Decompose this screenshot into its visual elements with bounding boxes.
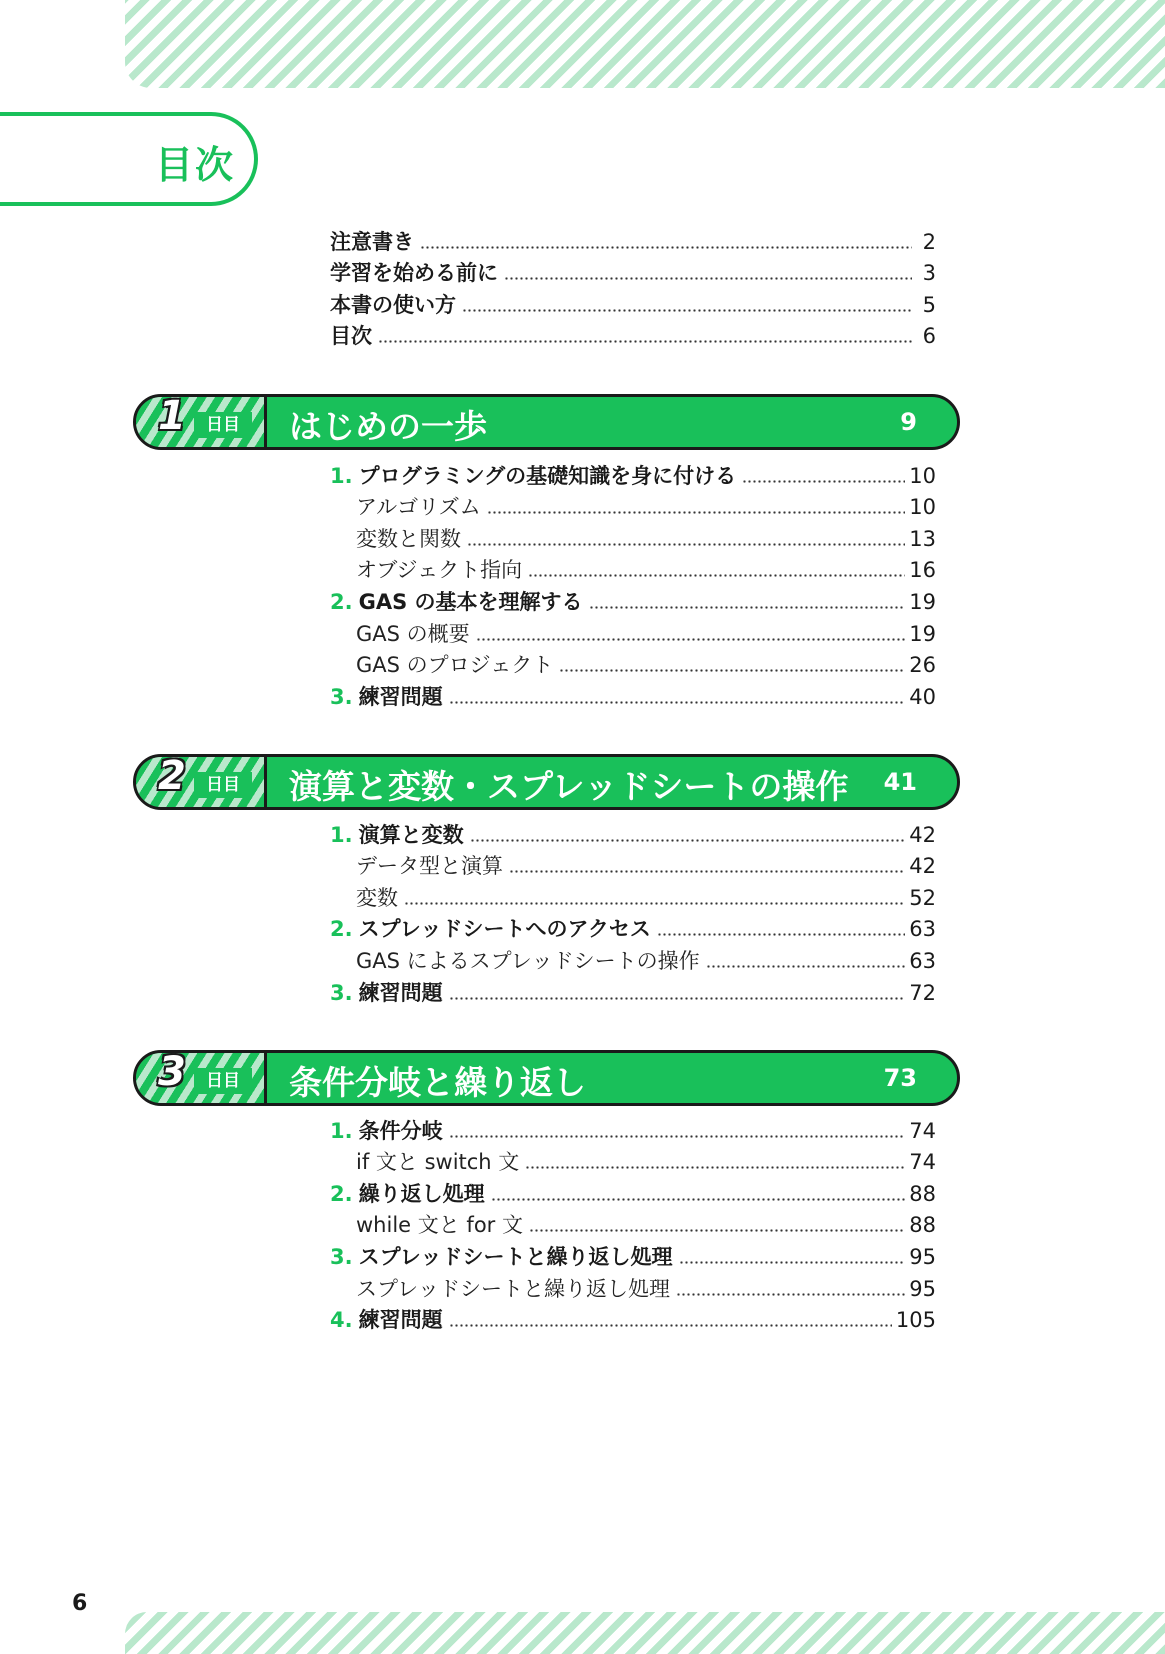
toc-entry[interactable] (330, 224, 936, 256)
toc-entry[interactable] (330, 584, 936, 616)
dot-leader (525, 1166, 905, 1169)
toc-entry-page: 10 (909, 495, 936, 520)
toc-entry-page: 88 (909, 1181, 936, 1206)
toc-entry[interactable] (330, 319, 936, 351)
dot-leader (529, 1229, 905, 1232)
toc-entry-page: 42 (909, 854, 936, 879)
toc-entry[interactable] (330, 458, 936, 490)
section-number: 2. (330, 589, 353, 614)
toc-entry-label: 本書の使い方 (330, 292, 456, 317)
toc-entry-page: 52 (909, 885, 936, 910)
toc-subentry[interactable] (330, 521, 936, 553)
toc-entry-label: データ型と演算 (356, 854, 503, 879)
toc-entry-page: 26 (909, 653, 936, 678)
day-title: 演算と変数・スプレッドシートの操作 (289, 767, 849, 806)
toc-entry-page: 5 (922, 292, 936, 317)
dot-leader (449, 701, 906, 704)
section-number: 3. (330, 1244, 353, 1269)
section-number: 3. (330, 980, 353, 1005)
toc-subentry[interactable] (330, 1271, 936, 1303)
dot-leader (491, 1198, 906, 1201)
day-2-header[interactable] (133, 754, 960, 810)
day-unit-label: 日目 (194, 1068, 252, 1094)
toc-entry-page: 95 (909, 1244, 936, 1269)
toc-entry-label: オブジェクト指向 (356, 558, 523, 583)
toc-subentry[interactable] (330, 553, 936, 585)
day-badge (136, 754, 267, 807)
day-3-entries (330, 1113, 936, 1334)
toc-subentry[interactable] (330, 1208, 936, 1240)
dot-leader (449, 1135, 906, 1138)
day-title: 条件分岐と繰り返し (289, 1063, 586, 1102)
section-number: 1. (330, 1118, 353, 1143)
dot-leader (504, 277, 912, 280)
dot-leader (676, 1293, 905, 1296)
bottom-stripe-decoration (125, 1612, 1165, 1654)
day-badge (136, 1050, 267, 1103)
toc-entry-label: 練習問題 (358, 684, 443, 709)
day-2-entries (330, 817, 936, 1007)
toc-entry-page: 105 (895, 1308, 936, 1333)
toc-entry[interactable] (330, 287, 936, 319)
day-number: 2 (158, 754, 186, 799)
toc-entry-label: 学習を始める前に (330, 261, 498, 286)
day-page: 73 (883, 1064, 917, 1092)
toc-entry-page: 42 (909, 822, 936, 847)
toc-entry[interactable] (330, 817, 936, 849)
day-1-header[interactable] (133, 394, 960, 450)
dot-leader (742, 480, 905, 483)
toc-entry[interactable] (330, 1239, 936, 1271)
section-number: 1. (330, 822, 353, 847)
day-1-entries (330, 458, 936, 711)
dot-leader (470, 839, 906, 842)
toc-entry-label: スプレッドシートと繰り返し処理 (358, 1244, 673, 1269)
toc-entry[interactable] (330, 256, 936, 288)
section-number: 1. (330, 463, 353, 488)
toc-entry-label: 条件分岐 (358, 1118, 443, 1143)
toc-entry-label: スプレッドシートへのアクセス (358, 917, 651, 942)
toc-entry-page: 13 (909, 526, 936, 551)
section-number: 2. (330, 1181, 353, 1206)
day-badge (136, 394, 267, 447)
toc-entry-label: while 文と for 文 (356, 1213, 523, 1238)
toc-subentry[interactable] (330, 880, 936, 912)
toc-entry-page: 88 (909, 1213, 936, 1238)
toc-subentry[interactable] (330, 616, 936, 648)
section-number: 2. (330, 917, 353, 942)
toc-entry-page: 10 (909, 463, 936, 488)
toc-entry-label: 変数と関数 (356, 526, 461, 551)
dot-leader (487, 511, 906, 514)
toc-entry-page: 16 (909, 558, 936, 583)
dot-leader (404, 902, 905, 905)
dot-leader (679, 1261, 906, 1264)
toc-entry-label: 練習問題 (358, 980, 443, 1005)
toc-entry-label: 練習問題 (358, 1308, 443, 1333)
dot-leader (449, 1324, 892, 1327)
toc-entry-label: アルゴリズム (356, 495, 481, 520)
dot-leader (589, 606, 906, 609)
dot-leader (528, 574, 905, 577)
day-title: はじめの一歩 (289, 407, 487, 446)
day-unit-label: 日目 (194, 772, 252, 798)
day-page: 41 (883, 768, 917, 796)
section-number: 4. (330, 1308, 353, 1333)
toc-entry-label: GAS のプロジェクト (356, 653, 554, 678)
toc-entry-page: 74 (909, 1118, 936, 1143)
day-number: 3 (158, 1050, 186, 1095)
dot-leader (378, 340, 912, 343)
page-number: 6 (72, 1591, 88, 1616)
dot-leader (706, 965, 906, 968)
front-matter-list (330, 224, 936, 350)
dot-leader (657, 933, 905, 936)
toc-entry[interactable] (330, 1176, 936, 1208)
top-stripe-decoration (125, 0, 1165, 88)
toc-entry-page: 95 (909, 1276, 936, 1301)
toc-entry-label: 目次 (330, 324, 372, 349)
toc-entry[interactable] (330, 1113, 936, 1145)
toc-entry-page: 19 (909, 589, 936, 614)
dot-leader (509, 870, 905, 873)
toc-entry-page: 2 (922, 229, 936, 254)
page-title: 目次 (155, 143, 236, 187)
day-page: 9 (900, 408, 917, 436)
toc-subentry[interactable] (330, 1145, 936, 1177)
toc-entry-label: プログラミングの基礎知識を身に付ける (358, 463, 737, 488)
dot-leader (559, 669, 905, 672)
toc-entry-label: スプレッドシートと繰り返し処理 (356, 1276, 670, 1301)
toc-entry-page: 63 (909, 917, 936, 942)
toc-entry[interactable] (330, 1303, 936, 1335)
toc-entry-label: 注意書き (330, 229, 414, 254)
toc-entry-label: if 文と switch 文 (356, 1150, 520, 1175)
dot-leader (462, 309, 912, 312)
toc-subentry[interactable] (330, 490, 936, 522)
toc-entry[interactable] (330, 912, 936, 944)
toc-subentry[interactable] (330, 849, 936, 881)
toc-entry-page: 3 (922, 261, 936, 286)
toc-subentry[interactable] (330, 648, 936, 680)
day-3-header[interactable] (133, 1050, 960, 1106)
toc-entry-label: GAS によるスプレッドシートの操作 (356, 948, 700, 973)
toc-entry[interactable] (330, 679, 936, 711)
toc-entry[interactable] (330, 975, 936, 1007)
toc-entry-page: 74 (909, 1150, 936, 1175)
toc-entry-label: 演算と変数 (358, 822, 464, 847)
toc-entry-label: 繰り返し処理 (358, 1181, 485, 1206)
day-unit-label: 日目 (194, 412, 252, 438)
toc-entry-page: 72 (909, 980, 936, 1005)
section-number: 3. (330, 684, 353, 709)
toc-entry-page: 6 (922, 324, 936, 349)
dot-leader (420, 246, 912, 249)
day-number: 1 (158, 394, 186, 439)
toc-entry-label: 変数 (356, 885, 398, 910)
dot-leader (467, 543, 905, 546)
toc-entry-page: 40 (909, 684, 936, 709)
toc-entry-label: GAS の概要 (356, 621, 470, 646)
dot-leader (476, 638, 906, 641)
toc-entry-page: 63 (909, 948, 936, 973)
toc-entry-page: 19 (909, 621, 936, 646)
toc-subentry[interactable] (330, 943, 936, 975)
toc-entry-label: GAS の基本を理解する (358, 589, 583, 614)
dot-leader (449, 997, 906, 1000)
